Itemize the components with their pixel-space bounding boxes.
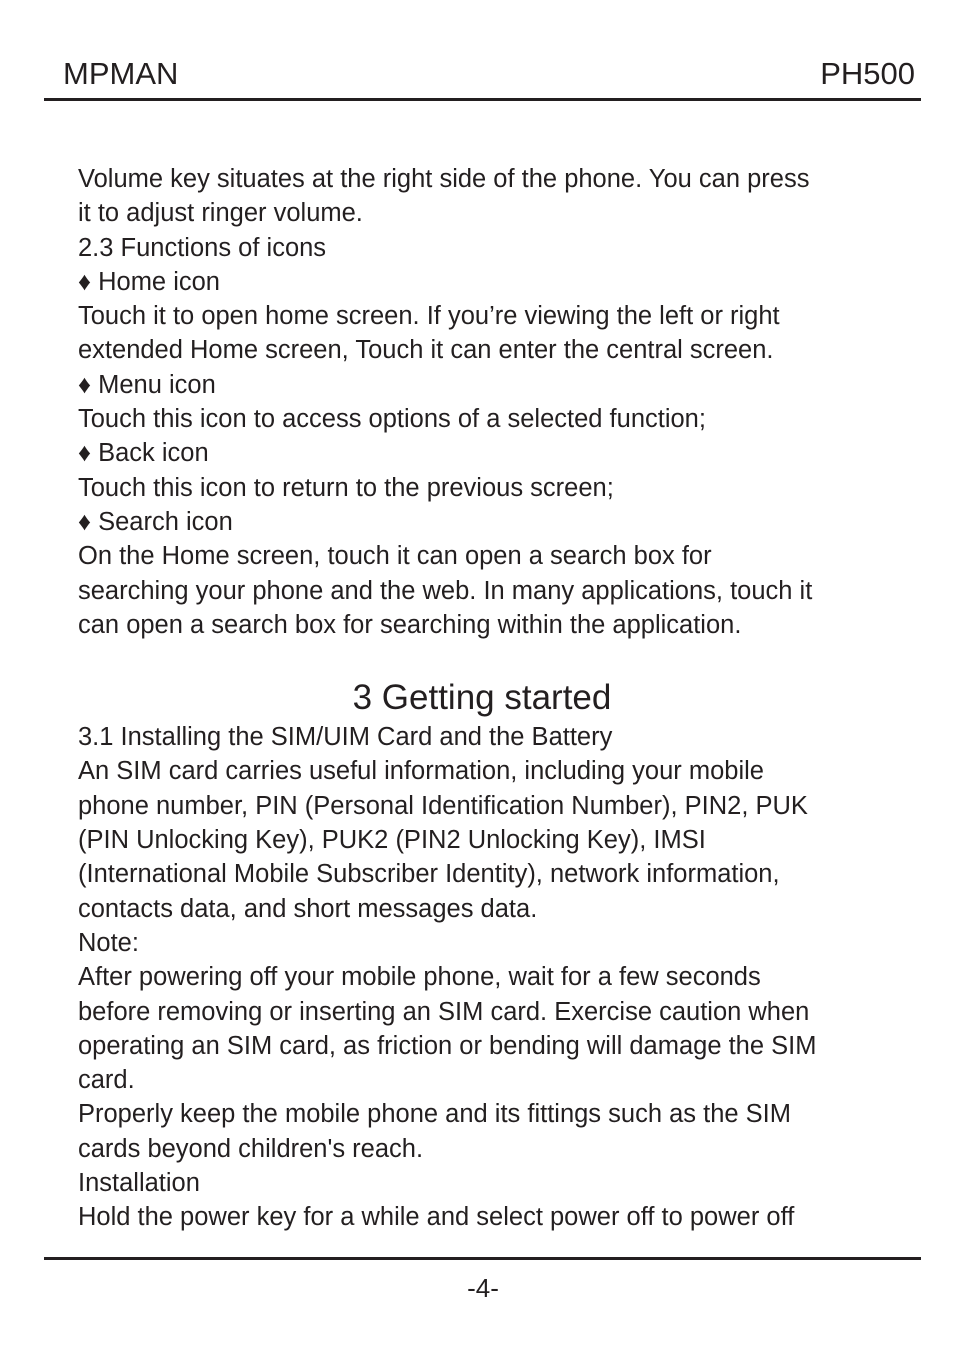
body-line: searching your phone and the web. In many applications, touch it — [78, 576, 813, 605]
body-line: extended Home screen, Touch it can enter the central screen. — [78, 336, 774, 365]
body-line: Volume key situates at the right side of the phone. You can press — [78, 165, 810, 193]
body-line: Touch it to open home screen. If you’re viewing the left or right — [78, 302, 780, 331]
section-heading-3-1: 3.1 Installing the SIM/UIM Card and the Battery — [78, 723, 613, 752]
section-heading-2-3: 2.3 Functions of icons — [78, 233, 327, 262]
body-line: Touch this icon to access options of a selected function; — [78, 405, 706, 434]
body-line: contacts data, and short messages data. — [78, 894, 538, 923]
bullet-menu-icon: ♦ Menu icon — [78, 370, 216, 399]
installation-label: Installation — [78, 1169, 200, 1198]
footer-rule — [44, 1257, 921, 1260]
bullet-search-icon: ♦ Search icon — [78, 507, 233, 536]
body-line: Touch this icon to return to the previous screen; — [78, 473, 614, 502]
body-line: can open a search box for searching within the application. — [78, 610, 742, 639]
body-line: Properly keep the mobile phone and its fittings such as the SIM — [78, 1100, 791, 1129]
header-brand: MPMAN — [63, 56, 179, 91]
body-line: On the Home screen, touch it can open a search box for — [78, 542, 712, 571]
body-line: phone number, PIN (Personal Identification Number), PIN2, PUK — [78, 791, 808, 820]
note-label: Note: — [78, 928, 139, 957]
header-model: PH500 — [820, 56, 915, 91]
body-line: it to adjust ringer volume. — [78, 199, 363, 228]
bullet-back-icon: ♦ Back icon — [78, 439, 209, 468]
body-line: cards beyond children's reach. — [78, 1134, 424, 1163]
bullet-home-icon: ♦ Home icon — [78, 267, 220, 296]
spacer — [78, 642, 898, 676]
body-line: (International Mobile Subscriber Identity), network information, — [78, 860, 780, 889]
page-header — [44, 52, 921, 101]
body-line: Hold the power key for a while and select power off to power off — [78, 1203, 795, 1232]
chapter-title: 3 Getting started — [352, 678, 612, 718]
body-line: card. — [78, 1066, 135, 1095]
body-line: before removing or inserting an SIM card. Exercise caution when — [78, 997, 810, 1026]
body-line: An SIM card carries useful information, including your mobile — [78, 757, 764, 786]
body-line: After powering off your mobile phone, wait for a few seconds — [78, 963, 761, 992]
body-line: operating an SIM card, as friction or bending will damage the SIM — [78, 1031, 817, 1060]
page-number: -4- — [467, 1273, 499, 1303]
body-line: (PIN Unlocking Key), PUK2 (PIN2 Unlocking Key), IMSI — [78, 826, 706, 855]
page-content — [78, 162, 898, 1235]
